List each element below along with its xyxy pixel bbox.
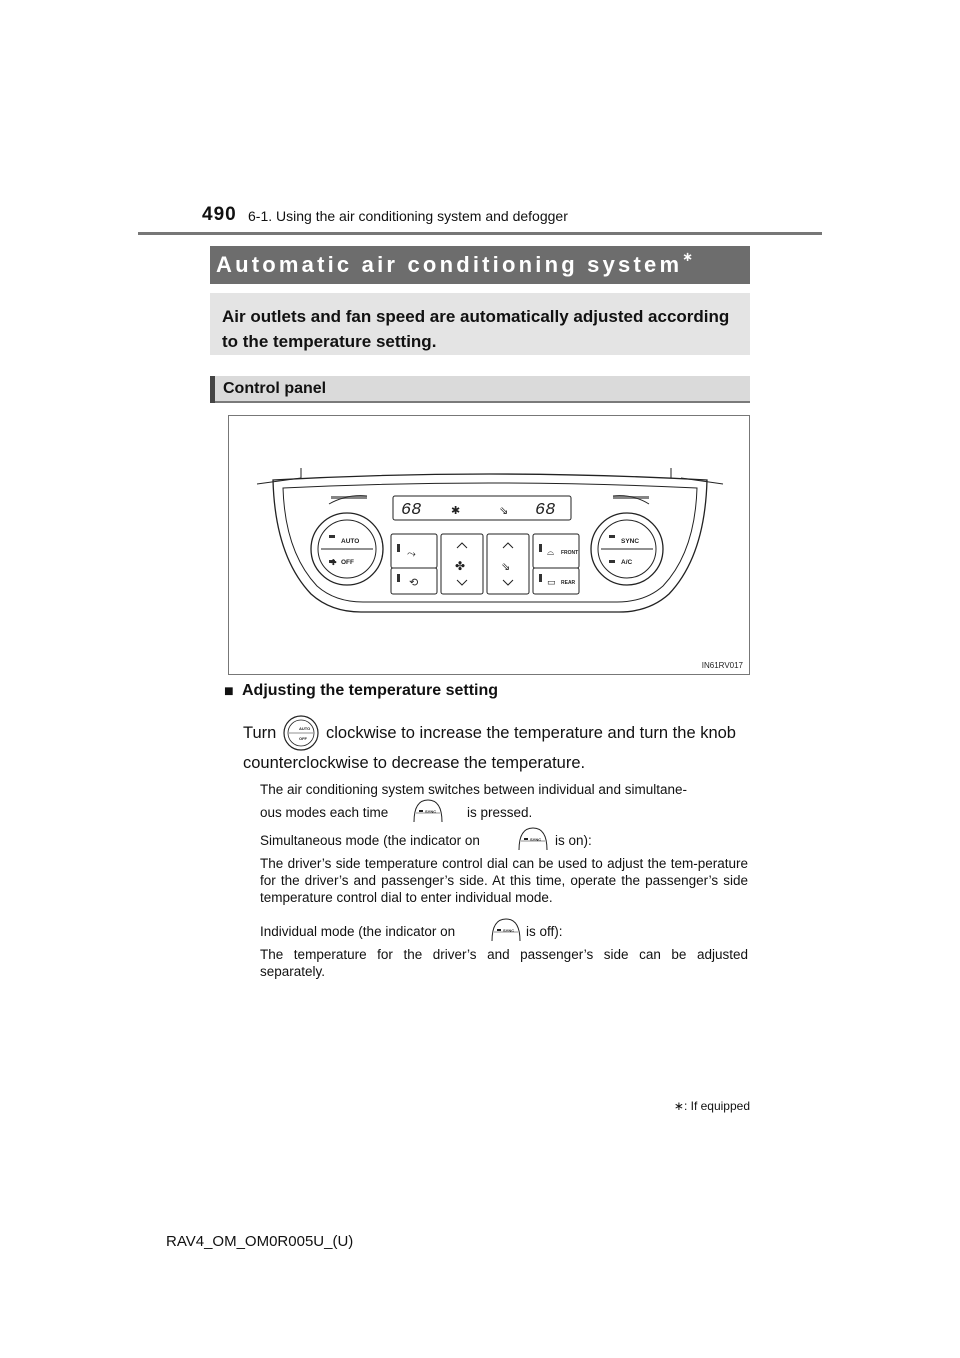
subheading-accent — [210, 376, 215, 403]
recirculation-button-icon: ⟲ — [409, 577, 419, 589]
control-panel-figure — [228, 415, 750, 675]
simultaneous-mode-label-end: is on): — [555, 833, 592, 848]
page-number: 490 — [202, 204, 237, 225]
display-fan-icon: ✱ — [451, 504, 461, 517]
outlet-mode-icon: ⇘ — [501, 561, 511, 573]
sync-icon-label: SYNC — [530, 837, 542, 842]
title-footnote-marker: ∗ — [682, 249, 694, 264]
rear-defog-label: REAR — [561, 580, 576, 586]
fan-speed-icon: ✤ — [455, 559, 466, 573]
individual-mode-description: The temperature for the driver’s and passenger’s side can be adjusted separately. — [260, 947, 748, 979]
intro-text: Air outlets and fan speed are automatically adjusted according to the temperature setting. — [222, 307, 730, 351]
heading-adjusting-temperature: Adjusting the temperature setting — [242, 682, 499, 699]
heading-bullet: ■ — [224, 683, 234, 700]
page-title — [216, 249, 694, 278]
footnote-if-equipped: ∗: If equipped — [673, 1099, 750, 1113]
off-label: OFF — [341, 559, 354, 566]
rear-defog-icon: ▭ — [547, 577, 556, 587]
figure-code: IN61RV017 — [701, 661, 743, 670]
turn-instruction-line2: counterclockwise to decrease the temperature. — [243, 754, 586, 772]
footer-document-code: RAV4_OM_OM0R005U_(U) — [166, 1233, 354, 1250]
mode-switch-text: The air conditioning system switches between individual and simultane- — [260, 782, 687, 797]
sync-label: SYNC — [621, 538, 640, 545]
sync-indicator-icon — [515, 824, 551, 859]
turn-word: Turn — [243, 724, 277, 742]
turn-instruction: clockwise to increase the temperature and turn the knob — [326, 724, 736, 742]
sync-icon-label: SYNC — [503, 928, 515, 933]
knob-fan-icon: ✤ — [330, 558, 337, 567]
section-title: 6-1. Using the air conditioning system and defogger — [248, 208, 568, 224]
auto-label: AUTO — [341, 538, 360, 545]
temperature-knob-icon — [282, 714, 320, 757]
display-temp-left: 68 — [401, 501, 422, 520]
mode-switch-text-2: ous modes each time — [260, 805, 389, 820]
sync-button-icon — [410, 796, 446, 831]
knob-icon-off-label: OFF — [299, 736, 307, 741]
subheading-control-panel: Control panel — [223, 380, 327, 397]
front-defog-icon: ⌓ — [547, 547, 555, 557]
ac-label: A/C — [621, 559, 633, 566]
control-panel-illustration — [229, 416, 749, 674]
header-rule — [138, 232, 822, 235]
individual-mode-label: Individual mode (the indicator on — [260, 924, 456, 939]
sync-icon-label: SYNC — [425, 809, 437, 814]
individual-mode-label-end: is off): — [526, 924, 563, 939]
simultaneous-mode-description: The driver’s side temperature control dial can be used to adjust the tem-perature for the driver’s and passenger’s side. At this time, operate the passenger’s side temperature control dial to enter individual mode. — [260, 856, 748, 905]
front-defog-label: FRONT — [561, 550, 579, 556]
mode-button-icon: ⤳ — [407, 548, 416, 560]
display-mode-icon: ⇘ — [499, 504, 509, 517]
mode-switch-text-3: is pressed. — [467, 805, 533, 820]
sync-indicator-off-icon — [488, 915, 524, 950]
page-title-text: Automatic air conditioning system — [216, 252, 683, 277]
simultaneous-mode-label: Simultaneous mode (the indicator on — [260, 833, 480, 848]
display-temp-right: 68 — [535, 501, 556, 520]
knob-icon-auto-label: AUTO — [299, 726, 311, 731]
